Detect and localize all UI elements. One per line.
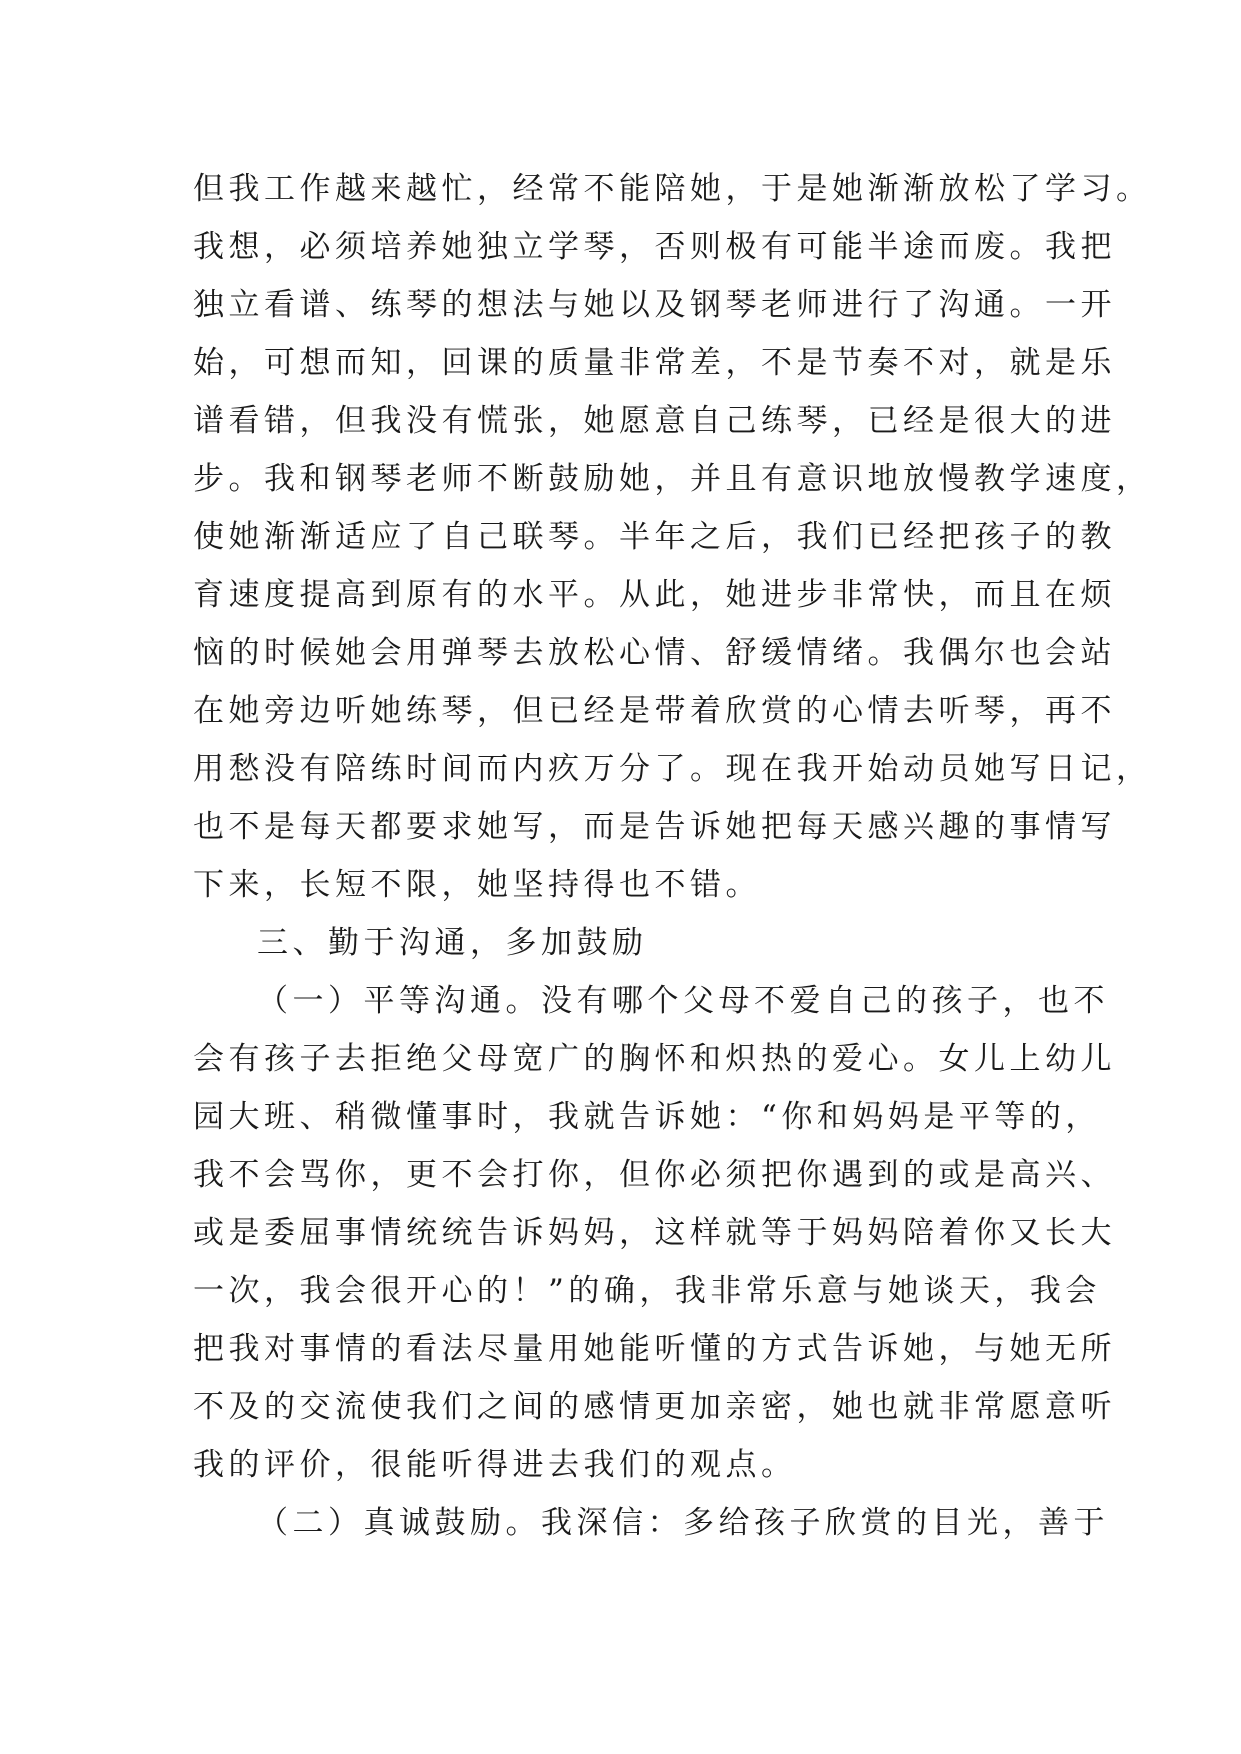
text-line: 我想，必须培养她独立学琴，否则极有可能半途而废。我把	[193, 229, 1116, 265]
text-line: 育速度提高到原有的水平。从此，她进步非常快，而且在烦	[193, 577, 1116, 613]
text-line: 会有孩子去拒绝父母宽广的胸怀和炽热的爱心。女儿上幼儿	[193, 1041, 1116, 1077]
subsection-heading: （二）真诚鼓励。我深信：多给孩子欣赏的目光，善于	[257, 1505, 1109, 1541]
subsection-heading: （一）平等沟通。没有哪个父母不爱自己的孩子，也不	[257, 983, 1109, 1019]
text-line: 在她旁边听她练琴，但已经是带着欣赏的心情去听琴，再不	[193, 693, 1116, 729]
text-line: 使她渐渐适应了自己联琴。半年之后，我们已经把孩子的教	[193, 519, 1116, 555]
section-heading: 三、勤于沟通，多加鼓励	[257, 925, 648, 961]
text-line: 园大班、稍微懂事时，我就告诉她：“你和妈妈是平等的，	[193, 1099, 1101, 1135]
text-line: 我的评价，很能听得进去我们的观点。	[193, 1447, 797, 1483]
text-line: 或是委屈事情统统告诉妈妈，这样就等于妈妈陪着你又长大	[193, 1215, 1116, 1251]
text-line: 我不会骂你，更不会打你，但你必须把你遇到的或是高兴、	[193, 1157, 1116, 1193]
text-line: 始，可想而知，回课的质量非常差，不是节奏不对，就是乐	[193, 345, 1116, 381]
body-text	[193, 160, 1152, 1552]
text-line: 谱看错，但我没有慌张，她愿意自己练琴，已经是很大的进	[193, 403, 1116, 439]
text-line: 把我对事情的看法尽量用她能听懂的方式告诉她，与她无所	[193, 1331, 1116, 1367]
text-line: 不及的交流使我们之间的感情更加亲密，她也就非常愿意听	[193, 1389, 1116, 1425]
text-line: 但我工作越来越忙，经常不能陪她，于是她渐渐放松了学习。	[193, 171, 1152, 207]
text-line: 也不是每天都要求她写，而是告诉她把每天感兴趣的事情写	[193, 809, 1116, 845]
text-line: 独立看谱、练琴的想法与她以及钢琴老师进行了沟通。一开	[193, 287, 1116, 323]
text-line: 下来，长短不限，她坚持得也不错。	[193, 867, 761, 903]
text-line: 步。我和钢琴老师不断鼓励她，并且有意识地放慢教学速度，	[193, 461, 1152, 497]
text-line: 用愁没有陪练时间而内疚万分了。现在我开始动员她写日记，	[193, 751, 1152, 787]
text-line: 一次，我会很开心的！”的确，我非常乐意与她谈天，我会	[193, 1273, 1101, 1309]
text-line: 恼的时候她会用弹琴去放松心情、舒缓情绪。我偶尔也会站	[193, 635, 1116, 671]
